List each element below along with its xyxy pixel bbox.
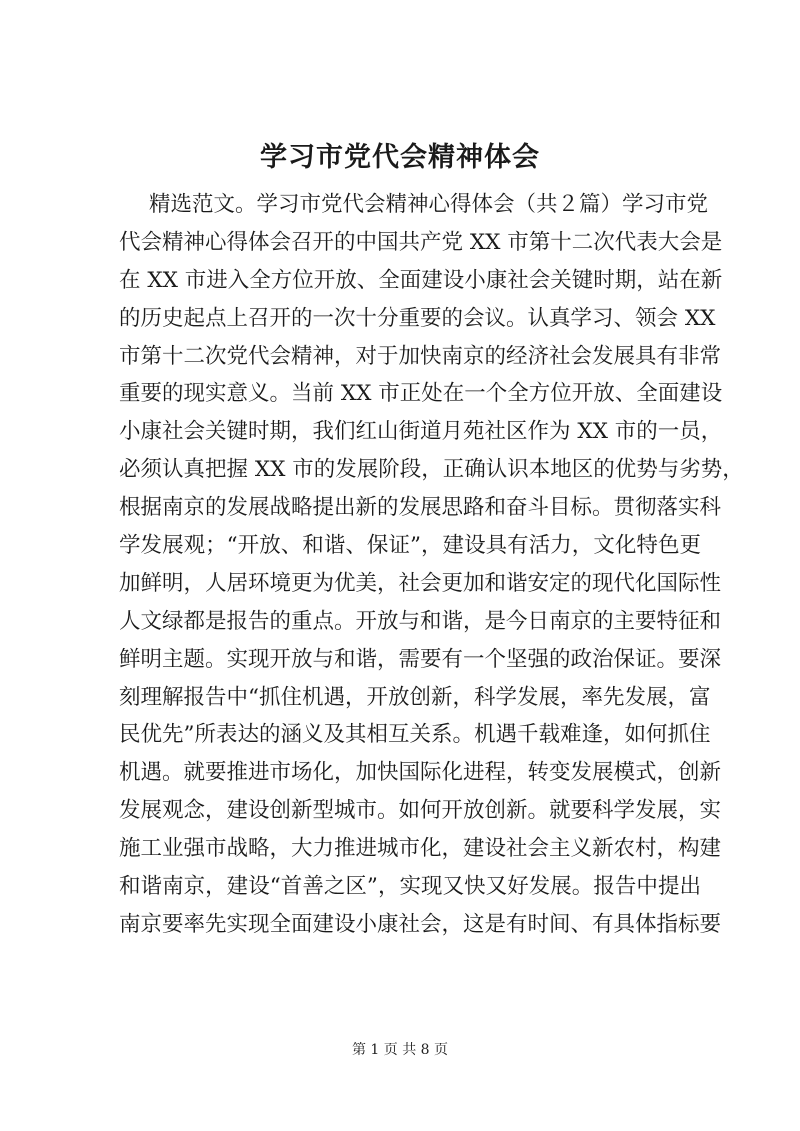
- body-line: 机遇。就要推进市场化，加快国际化进程，转变发展模式，创新: [119, 760, 722, 786]
- body-line: 市第十二次党代会精神，对于加快南京的经济社会发展具有非常: [119, 343, 722, 369]
- body-line: 在 XX 市进入全方位开放、全面建设小康社会关键时期，站在新: [119, 267, 723, 293]
- body-line: 施工业强市战略，大力推进城市化，建设社会主义新农村，构建: [119, 836, 722, 862]
- body-line: 人文绿都是报告的重点。开放与和谐，是今日南京的主要特征和: [119, 608, 722, 634]
- body-line: 民优先”所表达的涵义及其相互关系。机遇千载难逢，如何抓住: [119, 722, 711, 748]
- body-line: 刻理解报告中“抓住机遇，开放创新，科学发展，率先发展，富: [119, 684, 711, 710]
- body-line: 和谐南京，建设“首善之区”，实现又快又好发展。报告中提出: [119, 874, 701, 900]
- body-line: 根据南京的发展战略提出新的发展思路和奋斗目标。贯彻落实科: [119, 495, 722, 521]
- body-line: 加鲜明，人居环境更为优美，社会更加和谐安定的现代化国际性: [119, 570, 722, 596]
- body-line: 鲜明主题。实现开放与和谐，需要有一个坚强的政治保证。要深: [119, 646, 722, 672]
- body-line: 南京要率先实现全面建设小康社会，这是有时间、有具体指标要: [119, 911, 722, 937]
- body-line: 小康社会关键时期，我们红山街道月苑社区作为 XX 市的一员，: [119, 419, 723, 445]
- page-footer: 第 1 页 共 8 页: [351, 1042, 449, 1058]
- body-line: 重要的现实意义。当前 XX 市正处在一个全方位开放、全面建设: [119, 381, 723, 407]
- body-line: 的历史起点上召开的一次十分重要的会议。认真学习、领会 XX: [119, 305, 716, 331]
- body-line: 精选范文。学习市党代会精神心得体会（共２篇）学习市党: [149, 192, 709, 217]
- document-title: 学习市党代会精神体会: [260, 142, 540, 173]
- body-line: 发展观念，建设创新型城市。如何开放创新。就要科学发展，实: [119, 798, 722, 824]
- body-line: 必须认真把握 XX 市的发展阶段，正确认识本地区的优势与劣势，: [119, 457, 744, 483]
- document-body: [119, 186, 744, 944]
- body-line: 学发展观；“开放、和谐、保证”，建设具有活力，文化特色更: [119, 533, 701, 559]
- body-line: 代会精神心得体会召开的中国共产党 XX 市第十二次代表大会是: [119, 229, 723, 255]
